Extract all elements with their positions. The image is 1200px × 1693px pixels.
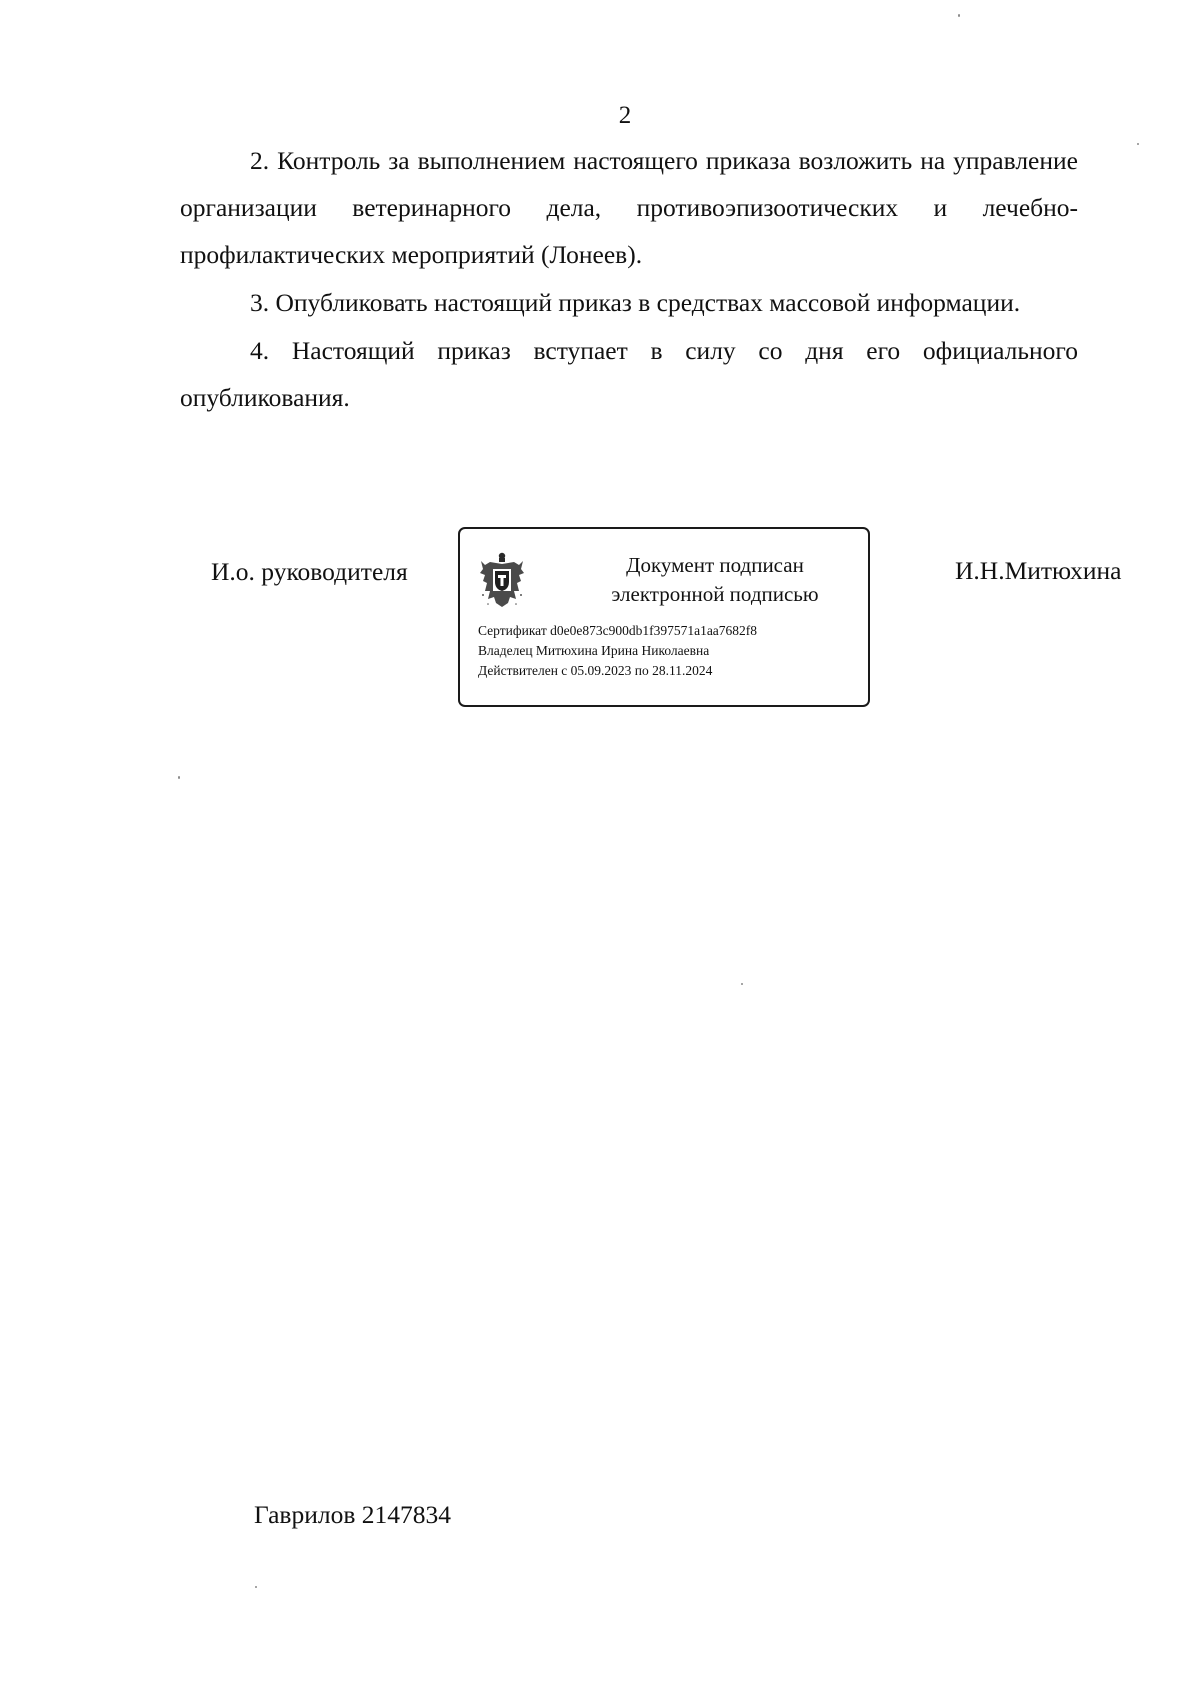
stamp-validity: Действителен с 05.09.2023 по 28.11.2024 — [478, 663, 713, 678]
scan-speck — [1137, 143, 1139, 145]
document-body — [180, 137, 1078, 422]
stamp-certificate: Сертификат d0e0e873c900db1f397571a1aa7682f8 — [478, 623, 758, 638]
paragraph-publish: 3. Опубликовать настоящий приказ в средствах массовой информации. — [250, 288, 1021, 317]
electronic-signature-stamp — [458, 527, 870, 707]
stamp-heading-line1: Документ подписан — [626, 553, 804, 577]
scan-speck — [741, 983, 743, 985]
page-number: 2 — [618, 102, 632, 129]
stamp-heading — [570, 551, 860, 609]
signer-position: И.о. руководителя — [211, 557, 408, 586]
stamp-details — [478, 621, 863, 681]
scan-speck — [178, 776, 180, 779]
paragraph-control: 2. Контроль за выполнением настоящего приказа возложить на управление организации ветеринарного дела, противоэпизоотических и лечебно-профилактических мероприятий (Лонеев). — [180, 146, 1078, 269]
signer-name: И.Н.Митюхина — [955, 556, 1122, 585]
paragraph-effective: 4. Настоящий приказ вступает в силу со дня его официального опубликования. — [180, 336, 1078, 412]
coat-of-arms-emblem-icon — [479, 551, 525, 609]
scan-speck — [958, 14, 960, 17]
executor-note: Гаврилов 2147834 — [254, 1500, 452, 1529]
stamp-owner: Владелец Митюхина Ирина Николаевна — [478, 643, 710, 658]
stamp-heading-line2: электронной подписью — [611, 582, 819, 606]
scan-speck — [255, 1586, 257, 1588]
